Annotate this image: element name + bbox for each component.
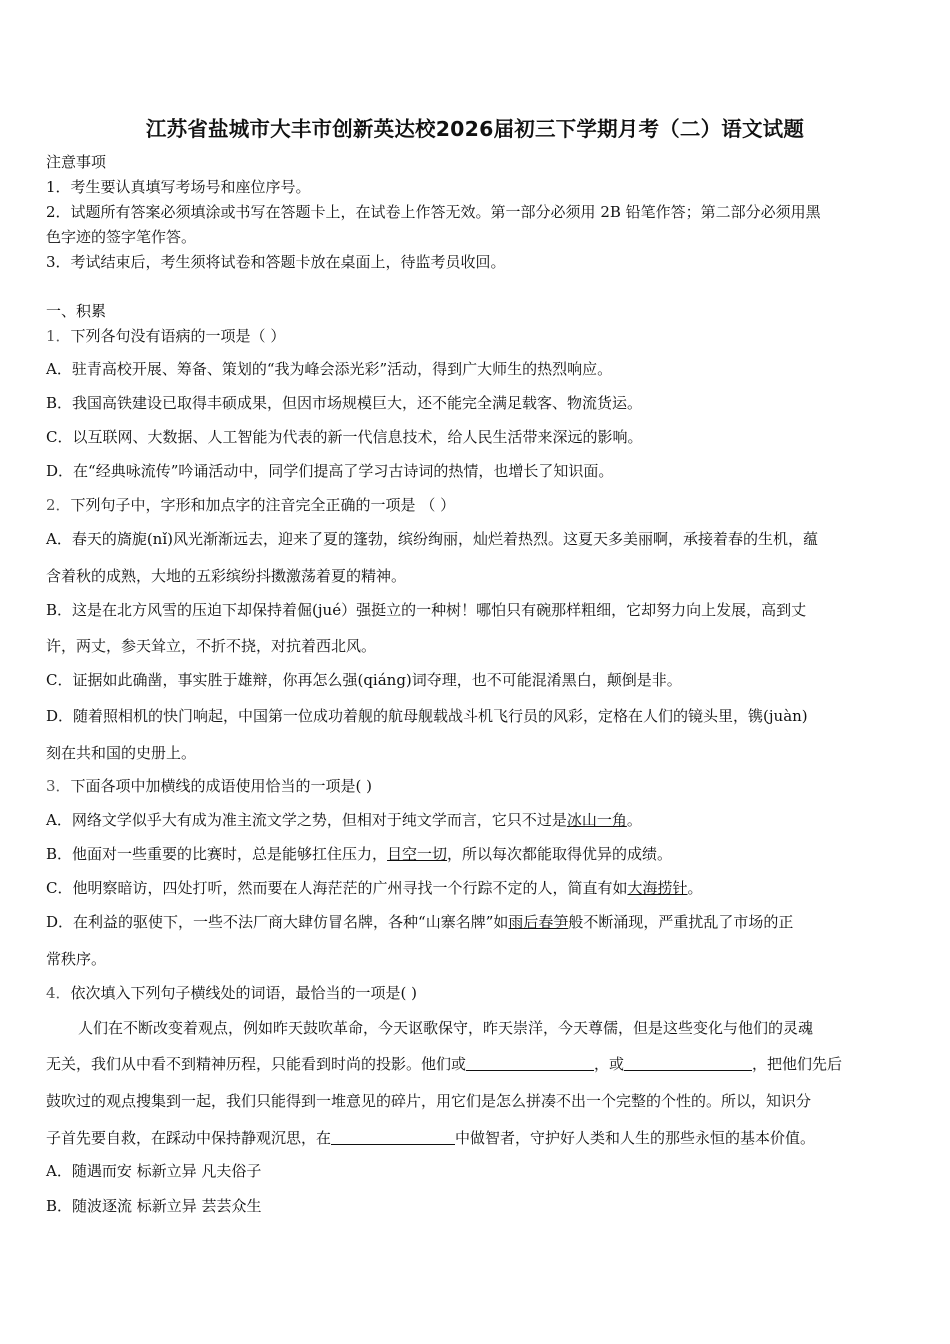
q3-option-d-cont: 常秩序。 [46,950,107,968]
underlined-idiom: 冰山一角 [566,811,627,829]
q1-option-c: C．以互联网、大数据、人工智能为代表的新一代信息技术，给人民生活带来深远的影响。 [46,428,643,446]
notice-heading: 注意事项 [46,153,107,171]
question-3-stem: 3．下面各项中加横线的成语使用恰当的一项是( ) [46,777,373,795]
question-4-stem: 4．依次填入下列句子横线处的词语，最恰当的一项是( ) [46,984,418,1002]
q1-option-b: B．我国高铁建设已取得丰硕成果，但因市场规模巨大，还不能完全满足载客、物流货运。 [46,394,643,412]
q3-option-c: C．他明察暗访，四处打听，然而要在人海茫茫的广州寻找一个行踪不定的人，简直有如大海捞针。 [46,879,703,897]
section-heading: 一、积累 [46,302,107,320]
q4-passage-line-2: 无关，我们从中看不到精神历程，只能看到时尚的投影。他们或 ，或 ，把他们先后 [46,1055,843,1073]
q4-option-b: B．随波逐流 标新立异 芸芸众生 [46,1197,262,1215]
q3-option-d: D．在利益的驱使下，一些不法厂商大肆仿冒名牌，各种“山寨名牌”如雨后春笋般不断涌现，严重扰乱了市场的正 [46,913,794,931]
question-number: 1． [46,327,71,345]
question-1-stem: 1．下列各句没有语病的一项是（ ） [46,327,286,345]
q2-option-d: D．随着照相机的快门响起，中国第一位成功着舰的航母舰载战斗机飞行员的风彩，定格在人们的镜头里，镌(juàn) [46,707,808,725]
notice-item-2-cont: 色字迹的签字笔作答。 [46,228,197,246]
q3-option-b: B．他面对一些重要的比赛时，总是能够扛住压力，目空一切，所以每次都能取得优异的成绩。 [46,845,673,863]
notice-item-3: 3．考试结束后，考生须将试卷和答题卡放在桌面上，待监考员收回。 [46,253,506,271]
answer-blank-3[interactable] [331,1129,455,1145]
answer-blank-2[interactable] [624,1055,752,1071]
q1-option-a: A．驻青高校开展、筹备、策划的“我为峰会添光彩”活动，得到广大师生的热烈响应。 [46,360,613,378]
answer-blank-1[interactable] [466,1055,594,1071]
q2-option-b: B．这是在北方风雪的压迫下却保持着倔(jué）强挺立的一种树！哪怕只有碗那样粗细，它却努力向上发展，高到丈 [46,601,807,619]
underlined-idiom: 目空一切 [387,845,448,863]
exam-title: 江苏省盐城市大丰市创新英达校2026届初三下学期月考（二）语文试题 [145,117,805,141]
notice-item-2: 2．试题所有答案必须填涂或书写在答题卡上，在试卷上作答无效。第一部分必须用 2B 铅笔作答；第二部分必须用黑 [46,203,821,221]
q4-passage-line-1: 人们在不断改变着观点，例如昨天鼓吹革命，今天讴歌保守，昨天崇洋，今天尊儒，但是这些变化与他们的灵魂 [78,1019,814,1037]
underlined-idiom: 大海捞针 [627,879,688,897]
underlined-idiom: 雨后春笋 [508,913,569,931]
question-number: 2． [46,496,71,514]
question-number: 3． [46,777,71,795]
q1-option-d: D．在“经典咏流传”吟诵活动中，同学们提高了学习古诗词的热情，也增长了知识面。 [46,462,614,480]
q4-passage-line-4: 子首先要自救，在踩动中保持静观沉思，在 中做智者，守护好人类和人生的那些永恒的基本价值。 [46,1129,816,1147]
question-number: 4． [46,984,71,1002]
q2-option-d-cont: 刻在共和国的史册上。 [46,744,197,762]
q3-option-a: A．网络文学似乎大有成为准主流文学之势，但相对于纯文学而言，它只不过是冰山一角。 [46,811,642,829]
q2-option-b-cont: 许，两丈，参天耸立，不折不挠，对抗着西北风。 [46,637,377,655]
notice-item-1: 1．考生要认真填写考场号和座位序号。 [46,178,311,196]
q4-option-a: A．随遇而安 标新立异 凡夫俗子 [46,1162,262,1180]
q2-option-a-cont: 含着秋的成熟，大地的五彩缤纷抖擞激荡着夏的精神。 [46,567,407,585]
q2-option-c: C．证据如此确凿，事实胜于雄辩，你再怎么强(qiáng)词夺理，也不可能混淆黑白，颠倒是非。 [46,671,682,689]
q2-option-a: A．春天的旖旎(nǐ)风光渐渐远去，迎来了夏的篷勃，缤纷绚丽，灿烂着热烈。这夏天多美丽啊，承接着春的生机，蕴 [46,530,818,548]
question-2-stem: 2．下列句子中，字形和加点字的注音完全正确的一项是 （ ） [46,496,456,514]
q4-passage-line-3: 鼓吹过的观点搜集到一起，我们只能得到一堆意见的碎片，用它们是怎么拼凑不出一个完整的个性的。所以，知识分 [46,1092,812,1110]
